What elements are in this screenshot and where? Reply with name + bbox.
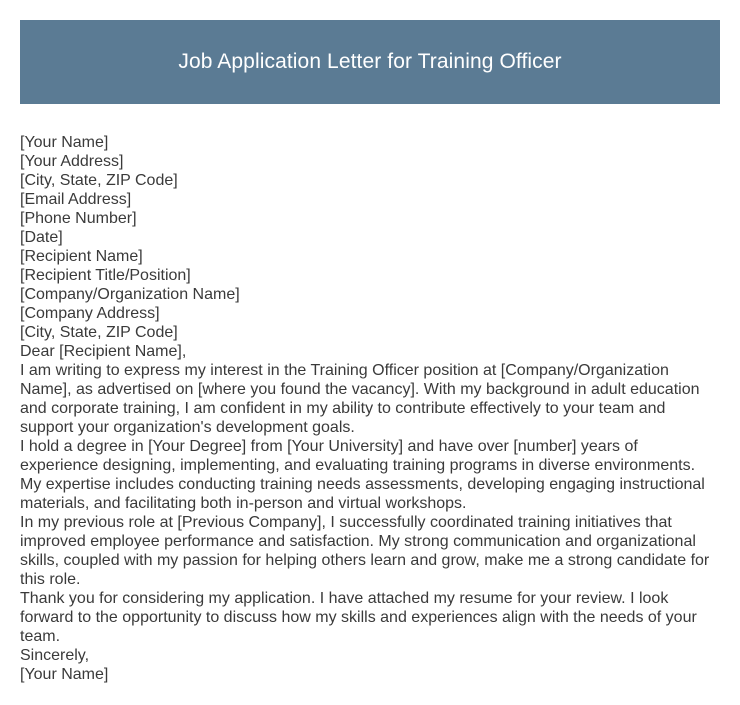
paragraph-interest: I am writing to express my interest in the Training Officer position at [Company/Organization Name], as advertised on [where you found the vacancy]. With my background in adult education and corporate training, I am confident in my ability to contribute effectively to your team and support your organization's development goals.	[20, 362, 700, 436]
letter-body	[20, 133, 720, 684]
sender-address: [Your Address]	[20, 153, 124, 170]
closing: Sincerely,	[20, 647, 90, 664]
signature: [Your Name]	[20, 666, 109, 683]
paragraph-previous-role: In my previous role at [Previous Company], I successfully coordinated training initiatives that improved employee performance and satisfaction. My strong communication and organizational skills, coupled with my passion for helping others learn and grow, make me a strong candidate for this role.	[20, 514, 710, 588]
sender-name: [Your Name]	[20, 134, 109, 151]
recipient-name: [Recipient Name]	[20, 248, 143, 265]
page-header	[20, 20, 720, 104]
letter-date: [Date]	[20, 229, 63, 246]
sender-city-state-zip: [City, State, ZIP Code]	[20, 172, 178, 189]
sender-phone: [Phone Number]	[20, 210, 137, 227]
sender-email: [Email Address]	[20, 191, 132, 208]
recipient-company: [Company/Organization Name]	[20, 286, 240, 303]
recipient-title: [Recipient Title/Position]	[20, 267, 191, 284]
recipient-city-state-zip: [City, State, ZIP Code]	[20, 324, 178, 341]
paragraph-experience: I hold a degree in [Your Degree] from [Your University] and have over [number] years of experience designing, implementing, and evaluating training programs in diverse environments. My expertise includes conducting training needs assessments, developing engaging instructional materials, and facilitating both in-person and virtual workshops.	[20, 438, 705, 512]
page-title: Job Application Letter for Training Officer	[178, 50, 562, 73]
salutation: Dear [Recipient Name],	[20, 343, 187, 360]
recipient-address: [Company Address]	[20, 305, 160, 322]
paragraph-thanks: Thank you for considering my application. I have attached my resume for your review. I look forward to the opportunity to discuss how my skills and experiences align with the needs of your team.	[20, 590, 697, 645]
